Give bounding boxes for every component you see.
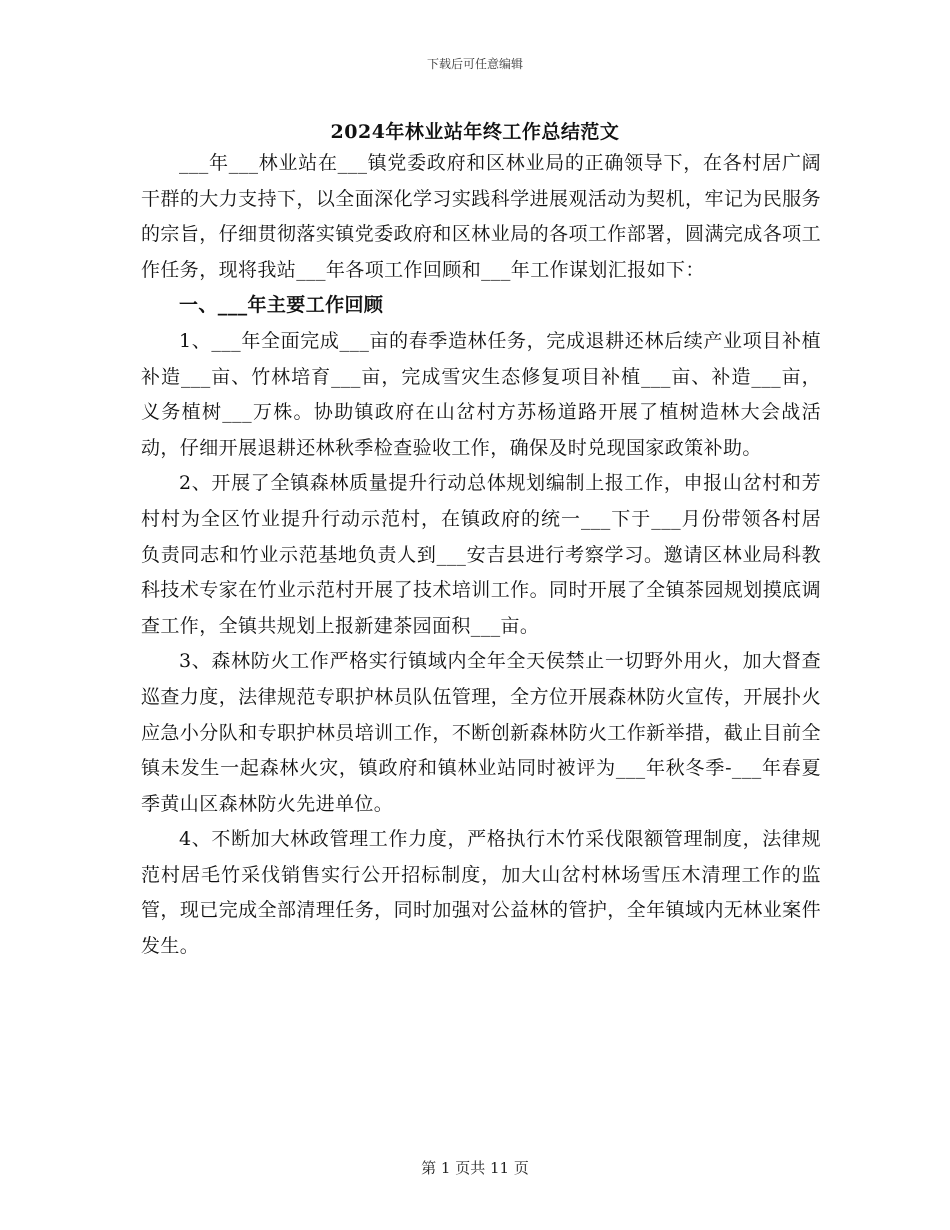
page-number: 第 1 页共 11 页 bbox=[421, 1159, 529, 1177]
work-item-1: 1、___年全面完成___亩的春季造林任务，完成退耕还林后续产业项目补植补造___亩、竹林培育___亩，完成雪灾生态修复项目补植___亩、补造___亩，义务植树___万株。协助镇政府在山岔村方苏杨道路开展了植树造林大会战活动，仔细开展退耕还林秋季检查验收工作，确保及时兑现国家政策补助。 bbox=[141, 329, 821, 459]
intro-paragraph: ___年___林业站在___镇党委政府和区林业局的正确领导下，在各村居广阔干群的大力支持下，以全面深化学习实践科学进展观活动为契机，牢记为民服务的宗旨，仔细贯彻落实镇党委政府和区林业局的各项工作部署，圆满完成各项工作任务，现将我站___年各项工作回顾和___年工作谋划汇报如下： bbox=[141, 152, 821, 281]
section-heading: 一、___年主要工作回顾 bbox=[179, 294, 384, 317]
header-note: 下载后可任意编辑 bbox=[426, 57, 523, 71]
document-title: 2024年林业站年终工作总结范文 bbox=[330, 121, 620, 143]
document-body bbox=[141, 146, 821, 965]
work-item-2: 2、开展了全镇森林质量提升行动总体规划编制上报工作，申报山岔村和芳村村为全区竹业提升行动示范村，在镇政府的统一___下于___月份带领各村居负责同志和竹业示范基地负责人到___安吉县进行考察学习。邀请区林业局科教科技术专家在竹业示范村开展了技术培训工作。同时开展了全镇茶园规划摸底调查工作，全镇共规划上报新建茶园面积___亩。 bbox=[141, 472, 821, 637]
work-item-4: 4、不断加大林政管理工作力度，严格执行木竹采伐限额管理制度，法律规范村居毛竹采伐销售实行公开招标制度，加大山岔村林场雪压木清理工作的监管，现已完成全部清理任务，同时加强对公益林的管护，全年镇域内无林业案件发生。 bbox=[141, 828, 821, 958]
work-item-3: 3、森林防火工作严格实行镇域内全年全天侯禁止一切野外用火，加大督查巡查力度，法律规范专职护林员队伍管理，全方位开展森林防火宣传，开展扑火应急小分队和专职护林员培训工作，不断创新森林防火工作新举措，截止目前全镇未发生一起森林火灾，镇政府和镇林业站同时被评为___年秋冬季-___年春夏季黄山区森林防火先进单位。 bbox=[141, 650, 821, 815]
